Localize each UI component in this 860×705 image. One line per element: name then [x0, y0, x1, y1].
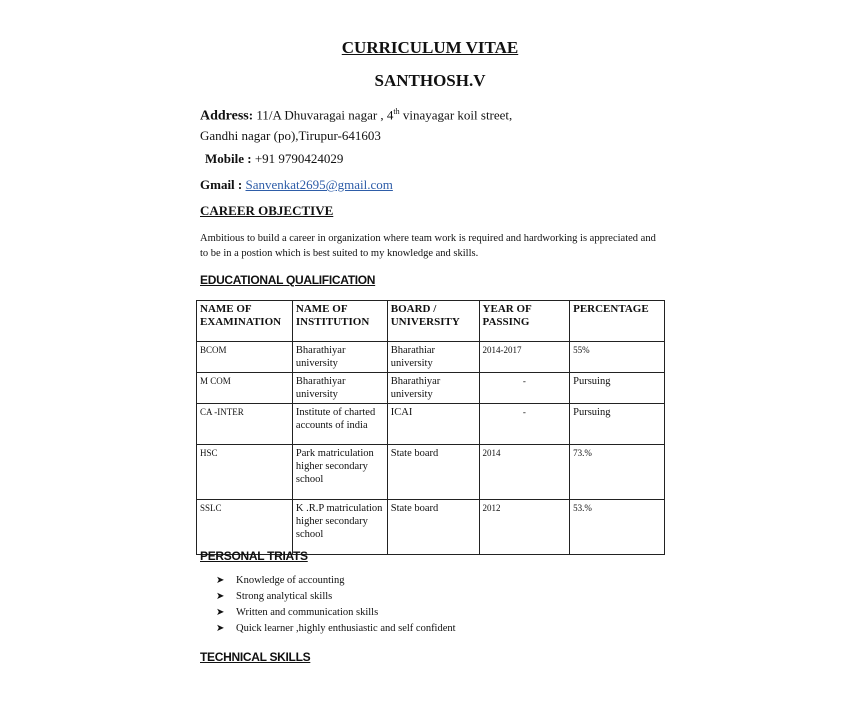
career-objective-text: Ambitious to build a career in organization where team work is required and hardworking is appreciated and to be in a postion which is best suited to my knowledge and skills.	[200, 233, 656, 259]
cell-institution: Institute of charted accounts of india	[292, 404, 387, 445]
cell-year: -	[479, 404, 570, 445]
header-year: YEAR OF PASSING	[479, 301, 570, 342]
technical-skills-heading: TECHNICAL SKILLS	[200, 650, 311, 664]
address-text-pre: 11/A Dhuvaragai nagar , 4	[253, 107, 394, 123]
list-item: ➤ Written and communication skills	[216, 605, 456, 621]
table-row	[197, 404, 665, 445]
address-line-2: Gandhi nagar (po),Tirupur-641603	[200, 128, 381, 143]
table-header-row	[197, 301, 665, 342]
gmail-line	[200, 177, 393, 193]
mobile-line	[205, 151, 343, 167]
mobile-value: +91 9790424029	[254, 151, 344, 166]
personal-traits-heading: PERSONAL TRIATS	[200, 549, 308, 563]
header-examination: NAME OF EXAMINATION	[197, 301, 293, 342]
cell-percentage: 53.%	[570, 500, 665, 555]
arrow-bullet-icon: ➤	[216, 591, 225, 602]
table-row	[197, 500, 665, 555]
education-table	[196, 300, 665, 555]
cell-institution: Bharathiyar university	[292, 373, 387, 404]
mobile-label: Mobile :	[205, 151, 255, 166]
cell-board: Bharathiyar university	[387, 373, 479, 404]
cell-exam: SSLC	[197, 500, 293, 555]
cell-exam: HSC	[197, 445, 293, 500]
arrow-bullet-icon: ➤	[216, 607, 225, 618]
career-objective-heading: CAREER OBJECTIVE	[200, 203, 334, 218]
cell-institution: Bharathiyar university	[292, 342, 387, 373]
cell-board: State board	[387, 445, 479, 500]
traits-list	[216, 573, 456, 637]
cell-board: ICAI	[387, 404, 479, 445]
list-item: ➤ Strong analytical skills	[216, 589, 456, 605]
cell-percentage: 55%	[570, 342, 665, 373]
cell-exam: CA -INTER	[197, 404, 293, 445]
table-row	[197, 342, 665, 373]
header-board: BOARD / UNIVERSITY	[387, 301, 479, 342]
education-heading: EDUCATIONAL QUALIFICATION	[200, 273, 376, 287]
cell-year: -	[479, 373, 570, 404]
cell-year: 2014	[479, 445, 570, 500]
gmail-label: Gmail :	[200, 177, 246, 192]
address-sup: th	[393, 107, 400, 116]
cell-exam: BCOM	[197, 342, 293, 373]
cell-percentage: 73.%	[570, 445, 665, 500]
cell-board: State board	[387, 500, 479, 555]
table-row	[197, 373, 665, 404]
list-item: ➤ Quick learner ,highly enthusiastic and self confident	[216, 621, 456, 637]
header-percentage: PERCENTAGE	[570, 301, 665, 342]
cell-year: 2012	[479, 500, 570, 555]
cell-institution: Park matriculation higher secondary school	[292, 445, 387, 500]
cell-exam: M COM	[197, 373, 293, 404]
gmail-link[interactable]: Sanvenkat2695@gmail.com	[245, 177, 393, 192]
arrow-bullet-icon: ➤	[216, 575, 225, 586]
cell-percentage: Pursuing	[570, 404, 665, 445]
cell-board: Bharathiar university	[387, 342, 479, 373]
cell-year: 2014-2017	[479, 342, 570, 373]
cell-institution: K .R.P matriculation higher secondary school	[292, 500, 387, 555]
address-line-1: Address: 11/A Dhuvaragai nagar , 4th vinayagar koil street,	[200, 107, 513, 124]
table-row	[197, 445, 665, 500]
arrow-bullet-icon: ➤	[216, 623, 225, 634]
header-institution: NAME OF INSTITUTION	[292, 301, 387, 342]
list-item: ➤ Knowledge of accounting	[216, 573, 456, 589]
document-title: CURRICULUM VITAE	[341, 38, 519, 57]
candidate-name: SANTHOSH.V	[374, 71, 486, 90]
address-text-post: vinayagar koil street,	[399, 107, 513, 123]
address-label: Address	[200, 108, 249, 124]
cell-percentage: Pursuing	[570, 373, 665, 404]
